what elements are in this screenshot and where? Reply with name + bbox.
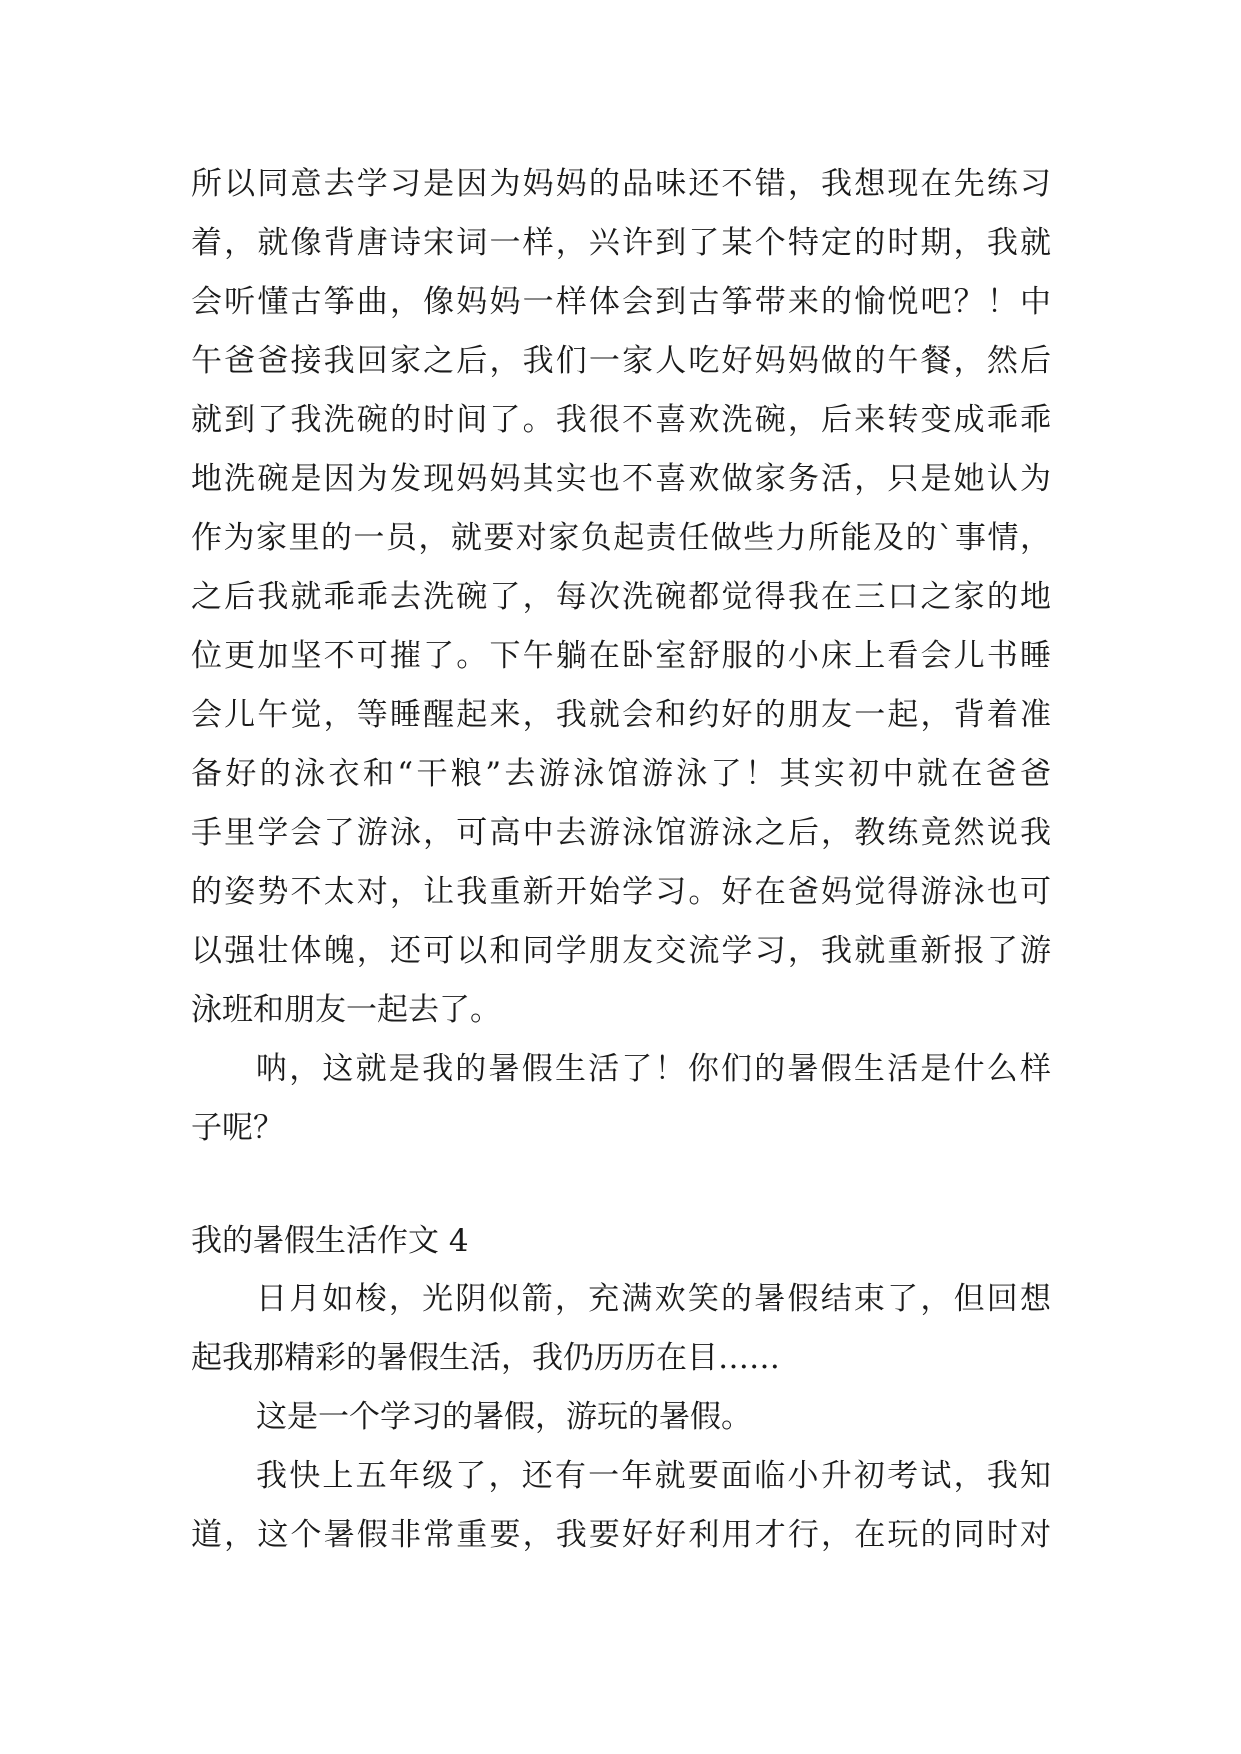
text-line: 之后我就乖乖去洗碗了，每次洗碗都觉得我在三口之家的地 bbox=[191, 579, 1051, 615]
text-line: 会儿午觉，等睡醒起来，我就会和约好的朋友一起，背着准 bbox=[191, 697, 1051, 733]
text-line: 所以同意去学习是因为妈妈的品味还不错，我想现在先练习 bbox=[191, 166, 1051, 202]
text-line: 就到了我洗碗的时间了。我很不喜欢洗碗，后来转变成乖乖 bbox=[191, 402, 1051, 438]
text-line: 手里学会了游泳，可高中去游泳馆游泳之后，教练竟然说我 bbox=[191, 815, 1051, 851]
text-line: 这是一个学习的暑假，游玩的暑假。 bbox=[256, 1399, 752, 1435]
text-line: 午爸爸接我回家之后，我们一家人吃好妈妈做的午餐，然后 bbox=[191, 343, 1051, 379]
text-line: 子呢？ bbox=[191, 1110, 284, 1146]
text-line: 会听懂古筝曲，像妈妈一样体会到古筝带来的愉悦吧？！中 bbox=[191, 284, 1051, 320]
text-line: 起我那精彩的暑假生活，我仍历历在目…… bbox=[191, 1340, 780, 1376]
text-line: 我快上五年级了，还有一年就要面临小升初考试，我知 bbox=[256, 1458, 1051, 1494]
text-line: 地洗碗是因为发现妈妈其实也不喜欢做家务活，只是她认为 bbox=[191, 461, 1051, 497]
text-line: 位更加坚不可摧了。下午躺在卧室舒服的小床上看会儿书睡 bbox=[191, 638, 1051, 674]
text-line: 着，就像背唐诗宋词一样，兴许到了某个特定的时期，我就 bbox=[191, 225, 1051, 261]
text-line: 泳班和朋友一起去了。 bbox=[191, 992, 501, 1028]
text-line: 的姿势不太对，让我重新开始学习。好在爸妈觉得游泳也可 bbox=[191, 874, 1051, 910]
text-line: 作为家里的一员，就要对家负起责任做些力所能及的`事情， bbox=[191, 520, 1051, 556]
text-line: 道，这个暑假非常重要，我要好好利用才行，在玩的同时对 bbox=[191, 1517, 1051, 1553]
essay-title: 我的暑假生活作文 4 bbox=[191, 1223, 469, 1259]
text-line: 呐，这就是我的暑假生活了！你们的暑假生活是什么样 bbox=[256, 1051, 1051, 1087]
text-line: 以强壮体魄，还可以和同学朋友交流学习，我就重新报了游 bbox=[191, 933, 1051, 969]
text-line: 日月如梭，光阴似箭，充满欢笑的暑假结束了，但回想 bbox=[256, 1281, 1051, 1317]
text-line: 备好的泳衣和“干粮”去游泳馆游泳了！其实初中就在爸爸 bbox=[191, 756, 1051, 792]
